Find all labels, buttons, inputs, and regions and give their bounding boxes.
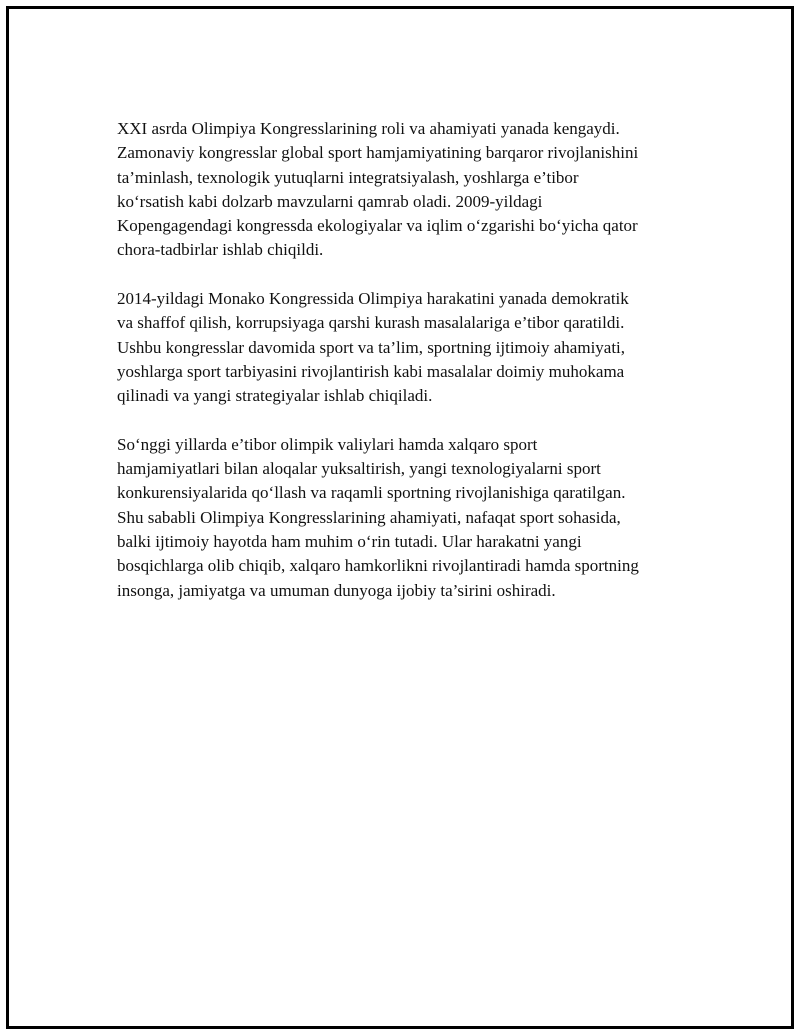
text-line: Kopengagendagi kongressda ekologiyalar va iqlim o‘zgarishi bo‘yicha qator <box>117 216 638 236</box>
text-line: Shu sababli Olimpiya Kongresslarining ahamiyati, nafaqat sport sohasida, <box>117 507 621 527</box>
text-line: ta’minlash, texnologik yutuqlarni integratsiyalash, yoshlarga e’tibor <box>117 167 579 187</box>
text-line: So‘nggi yillarda e’tibor olimpik valiylari hamda xalqaro sport <box>117 434 538 454</box>
text-line: hamjamiyatlari bilan aloqalar yuksaltirish, yangi texnologiyalarni sport <box>117 459 601 479</box>
text-line: konkurensiyalarida qo‘llash va raqamli sportning rivojlanishiga qaratilgan. <box>117 483 626 503</box>
paragraph-3 <box>117 433 687 603</box>
paragraph-2 <box>117 287 687 408</box>
text-line: XXI asrda Olimpiya Kongresslarining roli va ahamiyati yanada kengaydi. <box>117 119 620 138</box>
text-line: insonga, jamiyatga va umuman dunyoga ijobiy ta’sirini oshiradi. <box>117 580 556 600</box>
text-line: balki ijtimoiy hayotda ham muhim o‘rin tutadi. Ular harakatni yangi <box>117 532 582 552</box>
text-line: bosqichlarga olib chiqib, xalqaro hamkorlikni rivojlantiradi hamda sportning <box>117 556 639 576</box>
text-line: va shaffof qilish, korrupsiyaga qarshi kurash masalalariga e’tibor qaratildi. <box>117 313 625 333</box>
text-line: qilinadi va yangi strategiyalar ishlab chiqiladi. <box>117 386 433 406</box>
text-line: chora-tadbirlar ishlab chiqildi. <box>117 240 324 260</box>
document-body <box>117 117 687 627</box>
text-line: Zamonaviy kongresslar global sport hamjamiyatining barqaror rivojlanishini <box>117 143 639 163</box>
text-line: Ushbu kongresslar davomida sport va ta’lim, sportning ijtimoiy ahamiyati, <box>117 337 626 357</box>
text-line: yoshlarga sport tarbiyasini rivojlantirish kabi masalalar doimiy muhokama <box>117 361 625 381</box>
paragraph-1 <box>117 117 687 263</box>
text-line: 2014-yildagi Monako Kongressida Olimpiya harakatini yanada demokratik <box>117 289 629 309</box>
text-line: ko‘rsatish kabi dolzarb mavzularni qamrab oladi. 2009-yildagi <box>117 191 543 211</box>
